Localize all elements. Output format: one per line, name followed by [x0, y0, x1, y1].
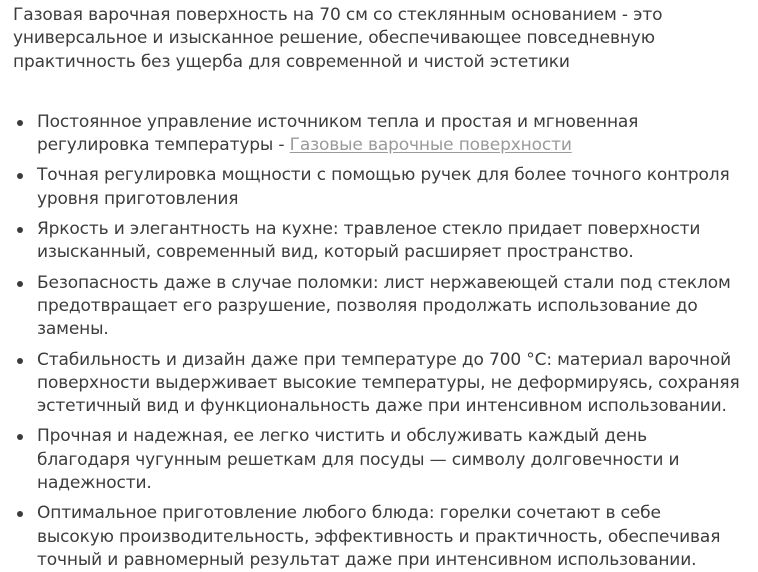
feature-list-item	[13, 425, 740, 495]
feature-list-item	[13, 164, 740, 211]
bullet-icon	[17, 173, 23, 179]
feature-text: Яркость и элегантность на кухне: травленое стекло придает поверхности изысканный, современный вид, который расширяет пространство.	[37, 219, 701, 263]
feature-text: Безопасность даже в случае поломки: лист нержавеющей стали под стеклом предотвращает его разрушение, позволяя продолжать использование до замены.	[37, 272, 731, 340]
bullet-icon	[17, 120, 23, 126]
bullet-icon	[17, 511, 23, 517]
gas-hobs-link[interactable]: Газовые варочные поверхности	[289, 135, 572, 156]
bullet-icon	[17, 358, 23, 364]
feature-text: Оптимальное приготовление любого блюда: горелки сочетают в себе высокую производительность, эффективность и практичность, обеспечивая точный и равномерный результат даже при интенсивном использовании.	[37, 503, 721, 570]
bullet-icon	[17, 281, 23, 287]
feature-text: Постоянное управление источником тепла и простая и мгновенная регулировка температуры -	[37, 111, 639, 156]
feature-text: Прочная и надежная, ее легко чистить и обслуживать каждый день благодаря чугунным решеткам для посуды — символу долговечности и надежности.	[37, 426, 680, 494]
feature-list-item	[13, 218, 740, 265]
bullet-icon	[17, 434, 23, 440]
feature-list-item	[13, 272, 740, 342]
intro-paragraph: Газовая варочная поверхность на 70 см со стеклянным основанием - это универсальное и изысканное решение, обеспечивающее повседневную практичность без ущерба для современной и чистой эстетики	[13, 5, 663, 72]
feature-list-item	[13, 502, 740, 572]
feature-list-item	[13, 349, 740, 419]
feature-list	[13, 111, 740, 572]
bullet-icon	[17, 227, 23, 233]
feature-text: Стабильность и дизайн даже при температуре до 700 °C: материал варочной поверхности выдерживает высокие температуры, не деформируясь, сохраняя эстетичный вид и функциональность даже при интенсивном использовании.	[37, 349, 740, 417]
feature-list-item	[13, 111, 740, 158]
feature-text: Точная регулировка мощности с помощью ручек для более точного контроля уровня приготовления	[37, 165, 730, 209]
